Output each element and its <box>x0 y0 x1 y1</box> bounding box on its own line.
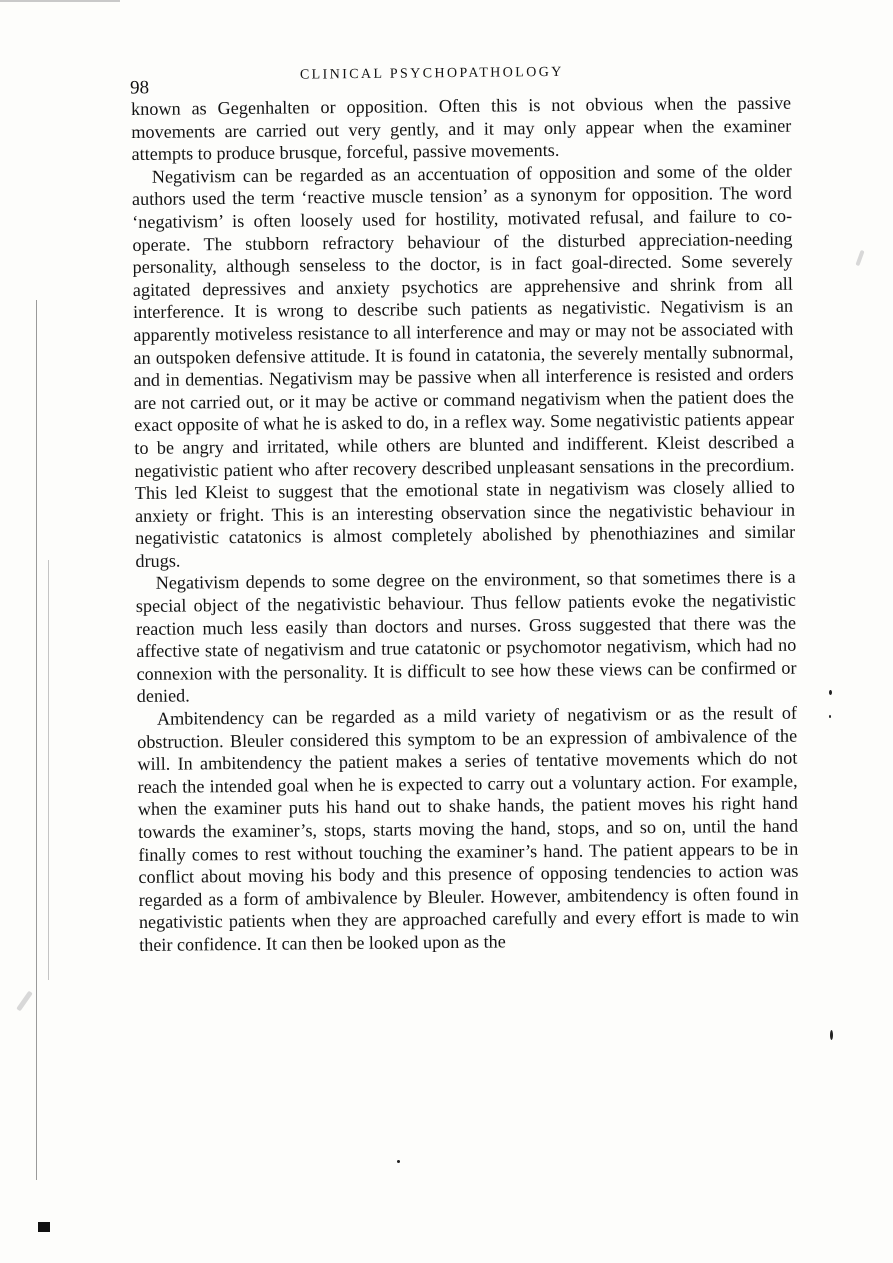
scan-top-edge <box>0 0 120 2</box>
paragraph-ambitendency: Ambitendency can be regarded as a mild variety of negativism or as the result of obstruction. Bleuler considered this symptom to be an expression of ambivalence of the will. In ambitendency the patient makes a series of tentative movements which do not reach the intended goal when he is expected to carry out a voluntary action. For example, when the examiner puts his hand out to shake hands, the patient moves his right hand towards the examiner’s, stops, starts moving the hand, stops, and so on, until the hand finally comes to rest without touching the examiner’s hand. The patient appears to be in conflict about moving his body and this presence of opposing tendencies to action was regarded as a form of ambivalence by Bleuler. However, ambitendency is often found in negativistic patients when they are approached carefully and every effort is made to win their confidence. It can then be looked upon as the <box>137 702 799 955</box>
margin-dot-3 <box>830 1030 833 1040</box>
scan-corner-mark <box>38 1222 50 1232</box>
paragraph-environment: Negativism depends to some degree on the environment, so that sometimes there is a special object of the negativistic behaviour. Thus fellow patients evoke the negativistic reaction much less easily than doctors and nurses. Gross suggested that there was the affective state of negativism and true catatonic or psychomotor negativism, which had no connexion with the personality. It is difficult to see how these views can be confirmed or denied. <box>135 567 797 707</box>
binding-edge-line-inner <box>48 560 49 980</box>
body-text <box>131 92 799 957</box>
margin-dot-1 <box>829 690 832 695</box>
binding-edge-line <box>36 300 37 1180</box>
paragraph-opposition: known as Gegenhalten or opposition. Often this is not obvious when the passive movements are carried out very gently, and it may only appear when the examiner attempts to produce brusque, forceful, passive movements. <box>131 92 792 165</box>
pencil-mark-right <box>855 250 864 266</box>
page-number: 98 <box>129 77 150 99</box>
margin-dot-2 <box>829 715 831 718</box>
paragraph-negativism: Negativism can be regarded as an accentuation of opposition and some of the older authors used the term ‘reactive muscle tension’ as a synonym for opposition. The word ‘negativism’ is often loosely used for hostility, motivated refusal, and failure to co-operate. The stubborn refractory behaviour of the disturbed appreciation-needing personality, although senseless to the doctor, is in fact goal-directed. Some severely agitated depressives and anxiety psychotics are apprehensive and shrink from all interference. It is wrong to describe such patients as negativistic. Negativism is an apparently motiveless resistance to all interference and may or may not be associated with an outspoken defensive attitude. It is found in catatonia, the severely mentally subnormal, and in dementias. Negativism may be passive when all interference is resisted and orders are not carried out, or it may be active or command negativism when the patient does the exact opposite of what he is asked to do, in a reflex way. Some negativistic patients appear to be angry and irritated, while others are blunted and indifferent. Kleist described a negativistic patient who after recovery described unpleasant sensations in the precordium. This led Kleist to suggest that the emotional state in negativism was closely allied to anxiety or fright. This is an interesting observation since the negativistic behaviour in negativistic catatonics is almost completely abolished by phenothiazines and similar drugs. <box>131 160 796 571</box>
bottom-dot <box>397 1160 400 1163</box>
running-head: CLINICAL PSYCHOPATHOLOGY <box>299 64 564 83</box>
pencil-mark-left <box>16 991 33 1012</box>
